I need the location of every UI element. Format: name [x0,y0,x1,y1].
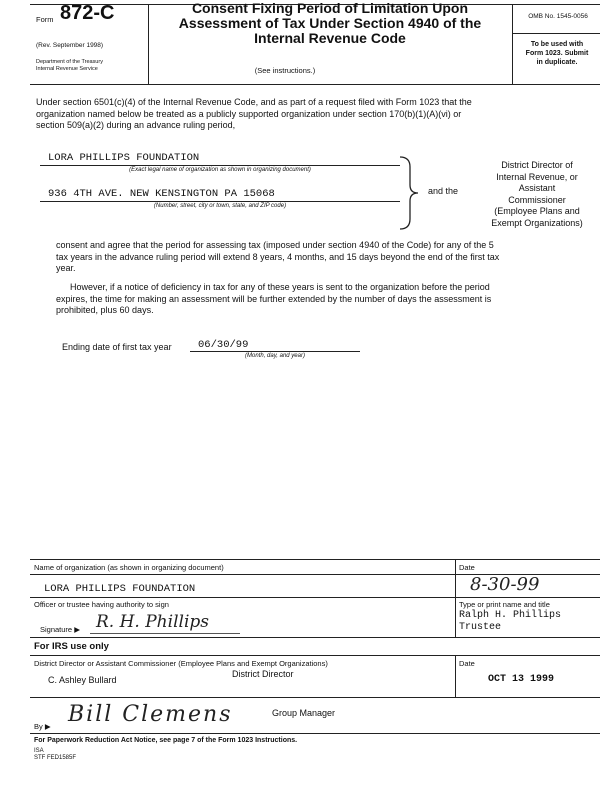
by-label: By ▶ [34,722,51,731]
irs-date-stamp: OCT 13 1999 [488,674,555,685]
district-line-5: (Employee Plans and [494,206,580,216]
tax-year-label: Ending date of first tax year [62,342,172,352]
district-director-label: District Director or Assistant Commissioner (Employee Plans and Exempt Organizations) [34,659,328,668]
consent-line-3: year. [56,263,76,273]
see-instructions: (See instructions.) [254,66,316,75]
district-director-block [478,160,596,229]
form-number: 872-C [60,2,115,24]
form-title [150,1,510,46]
notice-paragraph [56,282,601,317]
revision-date: (Rev. September 1998) [36,42,104,49]
isa-label: ISA [34,748,44,754]
signature-date-handwritten[interactable]: 8-30-99 [470,574,540,595]
tax-year-caption: (Month, day, and year) [245,353,305,359]
agency-service: Internal Revenue Service [36,66,98,72]
irs-use-heading: For IRS use only [34,641,109,652]
submit-line-1: To be used with [530,41,584,48]
intro-line-1: Under section 6501(c)(4) of the Internal Revenue Code, and as part of a request filed with Form 1023 that the [36,97,472,107]
tax-year-field[interactable]: 06/30/99 [198,339,249,351]
district-line-3: Assistant [518,183,556,193]
organization-name-field[interactable]: LORA PHILLIPS FOUNDATION [48,152,200,164]
notice-line-1: However, if a notice of deficiency in tax for any of these years is sent to the organization before the period [70,282,490,292]
form-label: Form [36,15,54,24]
omb-number: OMB No. 1545-0056 [528,13,588,20]
organization-address-caption: (Number, street, city or town, state, and ZIP code) [153,203,287,209]
intro-line-3: section 509(a)(2) during an advance ruling period, [36,120,236,130]
intro-line-2: organization named below be treated as a publicly supported organization under section 170(b)(1)(A)(vi) or [36,108,462,119]
district-director-title: District Director [232,669,294,679]
organization-name-caption: (Exact legal name of organization as shown in organizing document) [129,167,311,173]
submit-instructions [514,40,600,67]
consent-paragraph [56,240,601,275]
district-line-4: Commissioner [508,194,566,205]
submit-line-2: Form 1023. Submit [525,50,589,57]
by-signature[interactable]: Bill Clemens [68,702,233,727]
district-line-1: District Director of [501,160,573,170]
notice-line-3: prohibited, plus 60 days. [56,305,154,315]
notice-line-2: expires, the time for making an assessment will be further extended by the number of days the assessment is [56,293,492,304]
intro-paragraph [36,97,596,132]
district-line-2: Internal Revenue, or [496,171,578,182]
agency-department: Department of the Treasury [36,59,103,65]
district-line-6: Exempt Organizations) [491,217,583,228]
submit-line-3: in duplicate. [536,59,578,66]
signature-label: Signature ▶ [40,625,80,634]
form-title-line-3: Internal Revenue Code [254,30,406,46]
and-the-text: and the [428,186,459,196]
organization-address-field[interactable]: 936 4TH AVE. NEW KENSINGTON PA 15068 [48,188,275,200]
stf-code: STF FED1585F [34,755,77,761]
printed-name-title[interactable] [459,610,561,634]
printed-name: Ralph H. Phillips [459,610,562,621]
consent-line-2: tax years in the advance ruling period will extend 8 years, 4 months, and 15 days beyond the end of the first tax [56,251,500,262]
signature-organization-name[interactable]: LORA PHILLIPS FOUNDATION [44,583,196,595]
form-title-line-1: Consent Fixing Period of Limitation Upon [191,0,469,16]
consent-line-1: consent and agree that the period for assessing tax (imposed under section 4940 of the Code) for any of the 5 [56,240,494,250]
date-label: Date [459,563,475,572]
district-director-name: C. Ashley Bullard [48,675,117,685]
irs-date-label: Date [459,659,475,668]
printed-title: Trustee [459,622,502,633]
bracket-icon [398,155,422,231]
officer-label: Officer or trustee having authority to sign [34,600,169,609]
officer-signature[interactable]: R. H. Phillips [96,612,209,632]
organization-name-label: Name of organization (as shown in organizing document) [34,563,224,572]
type-name-label: Type or print name and title [459,600,550,609]
by-title: Group Manager [272,708,336,718]
form-title-line-2: Assessment of Tax Under Section 4940 of the [178,15,482,31]
paperwork-notice: For Paperwork Reduction Act Notice, see page 7 of the Form 1023 Instructions. [34,737,298,744]
